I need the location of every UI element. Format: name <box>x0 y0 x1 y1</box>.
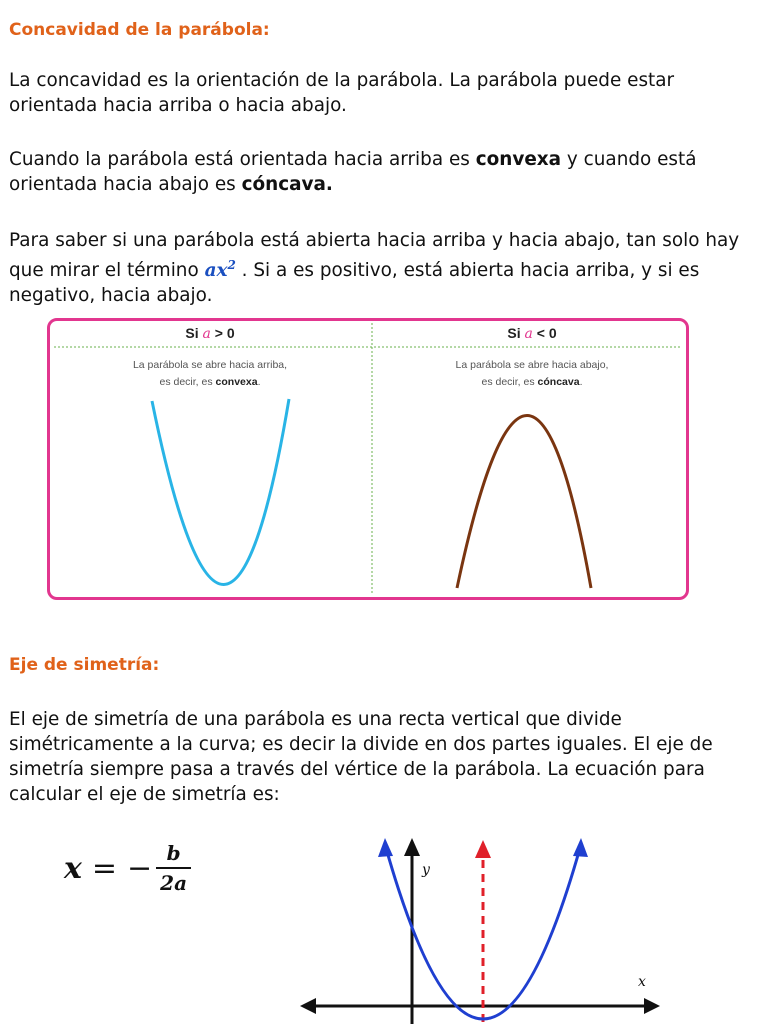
fraction: $\frac{b}{2a}$ <box>156 841 191 895</box>
parabola-right-arrow <box>573 838 588 857</box>
axis-of-symmetry-arrow <box>475 840 491 858</box>
paragraph-convexa-concava: Cuando la parábola está orientada hacia arriba es convexa y cuando está orientada hacia abajo es cóncava. <box>9 149 697 195</box>
downward-parabola <box>457 416 591 589</box>
section-heading-eje-simetria: Eje de simetría: <box>9 655 160 675</box>
paragraph-eje-simetria: El eje de simetría de una parábola es una recta vertical que divide simétricamente a la curva; es decir la divide en dos partes iguales. El eje de simetría siempre pasa a través del vértice de la parábola. La ecuación para calcular el eje de simetría es: <box>9 709 713 805</box>
x-axis-label: x <box>638 974 646 990</box>
upward-parabola <box>152 399 289 585</box>
y-axis-arrow <box>404 838 420 856</box>
left-column-header: Si a > 0 <box>185 325 235 342</box>
right-column-description: La parábola se abre hacia abajo, es decir, es cóncava. <box>455 359 609 388</box>
parabola-left-arrow <box>378 838 393 857</box>
axis-of-symmetry-formula: x = − $\frac{b}{2a}$ <box>64 838 191 898</box>
term-ax2: $ax^2$ <box>204 258 236 282</box>
section-heading-concavidad: Concavidad de la parábola: <box>9 20 270 40</box>
symmetry-graph <box>290 830 668 1024</box>
x-axis-left-arrow <box>300 998 316 1014</box>
right-column-header: Si a < 0 <box>507 325 557 342</box>
paragraph-sign-of-a: Para saber si una parábola está abierta hacia arriba y hacia abajo, tan solo hay que mirar el término $ax^2$ . Si a es positivo, está abierta hacia arriba, y si es negativo, hacia abajo. <box>9 230 740 307</box>
term-concava: cóncava. <box>241 174 333 195</box>
y-axis-label: y <box>422 862 430 878</box>
paragraph-concavidad-definition: La concavidad es la orientación de la parábola. La parábola puede estar orientada hacia arriba o hacia abajo. <box>9 70 675 116</box>
left-column-description: La parábola se abre hacia arriba, es decir, es convexa. <box>132 359 288 388</box>
term-convexa: convexa <box>475 149 562 170</box>
x-axis-right-arrow <box>644 998 660 1014</box>
concavity-figure <box>47 318 689 600</box>
